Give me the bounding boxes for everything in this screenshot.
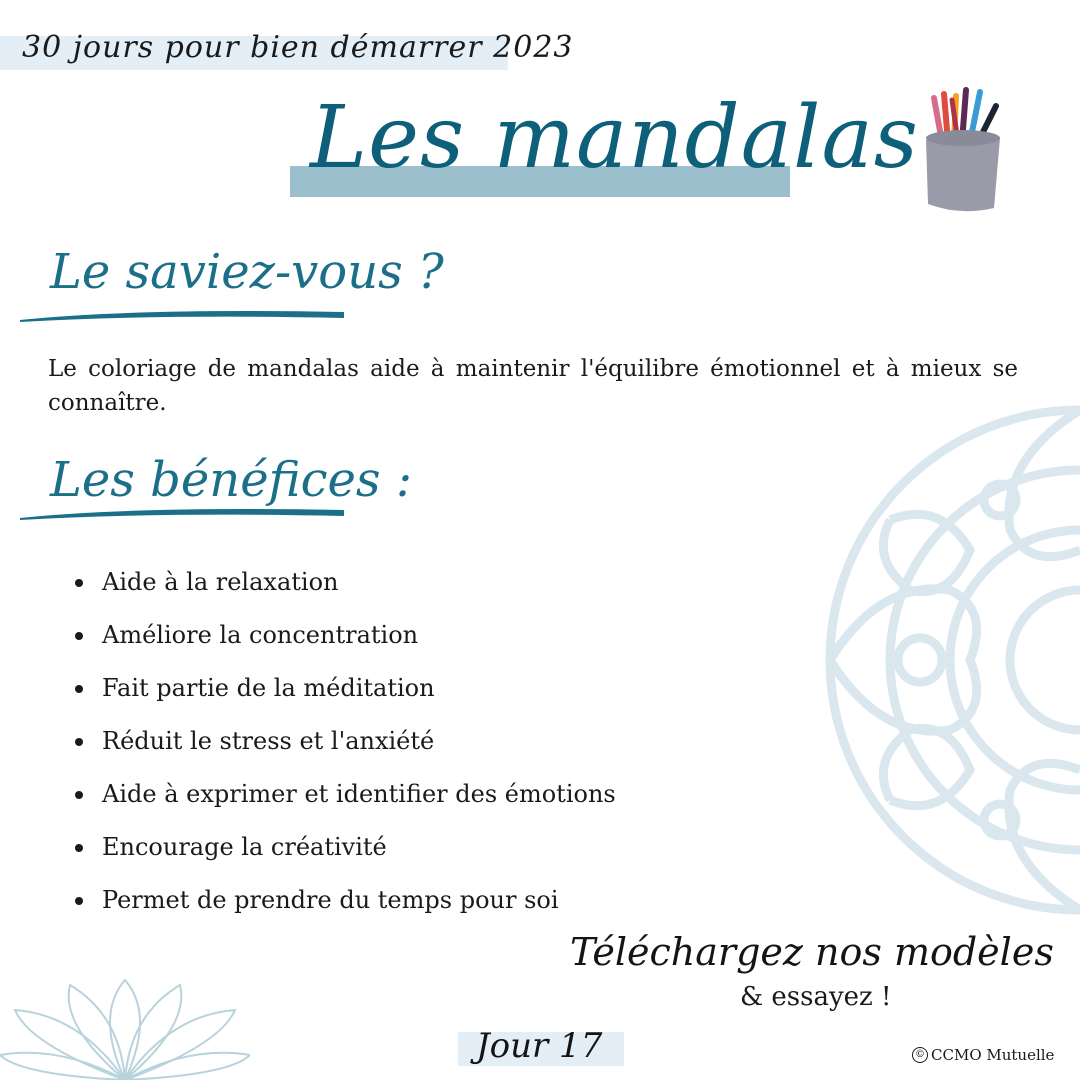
list-item: Aide à la relaxation xyxy=(75,556,616,609)
try-cta: & essayez ! xyxy=(740,982,892,1012)
bullet-icon xyxy=(75,685,83,693)
bullet-icon xyxy=(75,791,83,799)
list-item: Aide à exprimer et identifier des émotions xyxy=(75,768,616,821)
heading-underline xyxy=(18,306,348,324)
benefits-heading: Les bénéfices : xyxy=(50,452,412,508)
list-item: Fait partie de la méditation xyxy=(75,662,616,715)
pencil-cup-icon xyxy=(912,80,1022,220)
mandala-decoration xyxy=(0,975,250,1080)
copyright-icon: © xyxy=(912,1047,928,1063)
copyright-text: CCMO Mutuelle xyxy=(931,1046,1055,1064)
did-you-know-heading: Le saviez-vous ? xyxy=(50,244,444,300)
mandala-decoration xyxy=(800,400,1080,920)
heading-underline xyxy=(18,504,348,522)
page-title: Les mandalas xyxy=(310,88,919,188)
did-you-know-text: Le coloriage de mandalas aide à maintenir l'équilibre émotionnel et à mieux se connaître. xyxy=(48,356,1018,416)
bullet-icon xyxy=(75,897,83,905)
download-cta: Téléchargez nos modèles xyxy=(570,930,1054,974)
top-tag: 30 jours pour bien démarrer 2023 xyxy=(22,30,574,65)
list-item: Permet de prendre du temps pour soi xyxy=(75,874,616,927)
list-item: Réduit le stress et l'anxiété xyxy=(75,715,616,768)
list-item: Encourage la créativité xyxy=(75,821,616,874)
bullet-icon xyxy=(75,632,83,640)
bullet-icon xyxy=(75,579,83,587)
day-label: Jour 17 xyxy=(476,1026,603,1066)
bullet-icon xyxy=(75,844,83,852)
list-item: Améliore la concentration xyxy=(75,609,616,662)
benefits-list xyxy=(75,556,616,927)
copyright xyxy=(912,1046,1054,1064)
bullet-icon xyxy=(75,738,83,746)
